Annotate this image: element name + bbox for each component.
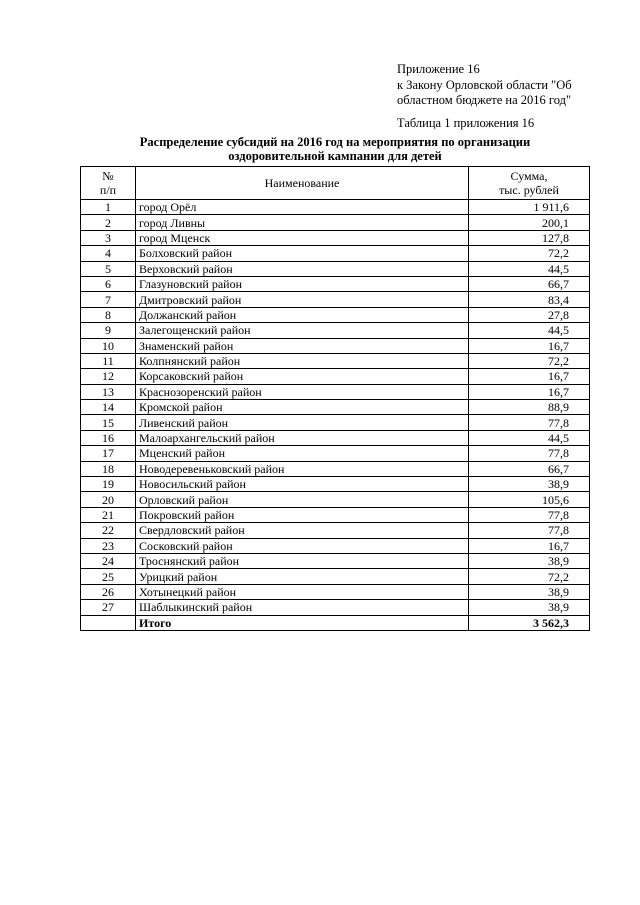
total-sum: 3 562,3 [469, 615, 590, 630]
table-row [81, 215, 590, 230]
row-number: 1 [81, 200, 136, 215]
row-number: 19 [81, 477, 136, 492]
row-name: Хотынецкий район [136, 584, 469, 599]
total-number [81, 615, 136, 630]
table-row [81, 415, 590, 430]
row-sum: 88,9 [469, 400, 590, 415]
subsidy-table [80, 166, 590, 631]
row-name: Ливенский район [136, 415, 469, 430]
table-row [81, 507, 590, 522]
row-sum: 16,7 [469, 338, 590, 353]
row-name: Краснозоренский район [136, 384, 469, 399]
row-sum: 44,5 [469, 261, 590, 276]
row-name: Троснянский район [136, 553, 469, 568]
row-name: Покровский район [136, 507, 469, 522]
row-name: Колпнянский район [136, 353, 469, 368]
table-row [81, 369, 590, 384]
row-name: Новодеревеньковский район [136, 461, 469, 476]
header-sum [469, 167, 590, 200]
row-name: Глазуновский район [136, 276, 469, 291]
table-row [81, 261, 590, 276]
annex-line-1: Приложение 16 [397, 62, 480, 76]
row-name: Мценский район [136, 446, 469, 461]
row-number: 27 [81, 600, 136, 615]
row-number: 26 [81, 584, 136, 599]
table-row [81, 400, 590, 415]
table-row [81, 292, 590, 307]
row-number: 12 [81, 369, 136, 384]
header-name: Наименование [136, 167, 469, 200]
table-row [81, 492, 590, 507]
document-title [80, 135, 590, 163]
row-number: 14 [81, 400, 136, 415]
row-sum: 66,7 [469, 461, 590, 476]
table-row [81, 477, 590, 492]
row-sum: 38,9 [469, 553, 590, 568]
row-number: 7 [81, 292, 136, 307]
row-sum: 66,7 [469, 276, 590, 291]
row-name: Залегощенский район [136, 323, 469, 338]
row-number: 10 [81, 338, 136, 353]
table-row [81, 200, 590, 215]
row-sum: 72,2 [469, 353, 590, 368]
row-sum: 77,8 [469, 523, 590, 538]
table-row [81, 230, 590, 245]
row-number: 4 [81, 246, 136, 261]
table-row [81, 307, 590, 322]
row-number: 13 [81, 384, 136, 399]
row-sum: 16,7 [469, 538, 590, 553]
table-row [81, 338, 590, 353]
row-number: 24 [81, 553, 136, 568]
row-name: Сосковский район [136, 538, 469, 553]
row-number: 23 [81, 538, 136, 553]
row-sum: 72,2 [469, 246, 590, 261]
row-name: Урицкий район [136, 569, 469, 584]
row-sum: 27,8 [469, 307, 590, 322]
row-number: 22 [81, 523, 136, 538]
row-sum: 16,7 [469, 369, 590, 384]
table-row [81, 246, 590, 261]
title-line-2: оздоровительной кампании для детей [228, 149, 442, 163]
row-sum: 44,5 [469, 323, 590, 338]
row-name: Дмитровский район [136, 292, 469, 307]
table-header-row [81, 167, 590, 200]
row-name: Корсаковский район [136, 369, 469, 384]
row-name: Кромской район [136, 400, 469, 415]
row-name: Должанский район [136, 307, 469, 322]
header-sum-line-2: тыс. рублей [499, 183, 559, 197]
row-name: Новосильский район [136, 477, 469, 492]
table-row [81, 523, 590, 538]
row-name: Орловский район [136, 492, 469, 507]
row-name: Болховский район [136, 246, 469, 261]
row-name: Знаменский район [136, 338, 469, 353]
row-name: город Орёл [136, 200, 469, 215]
row-sum: 38,9 [469, 477, 590, 492]
row-number: 18 [81, 461, 136, 476]
row-number: 3 [81, 230, 136, 245]
table-row [81, 353, 590, 368]
row-sum: 1 911,6 [469, 200, 590, 215]
total-label: Итого [136, 615, 469, 630]
row-number: 16 [81, 430, 136, 445]
row-number: 25 [81, 569, 136, 584]
row-sum: 72,2 [469, 569, 590, 584]
annex-header [397, 62, 627, 131]
row-number: 8 [81, 307, 136, 322]
row-sum: 83,4 [469, 292, 590, 307]
table-row [81, 276, 590, 291]
table-row [81, 384, 590, 399]
row-name: Шаблыкинский район [136, 600, 469, 615]
table-row [81, 553, 590, 568]
row-number: 5 [81, 261, 136, 276]
table-row [81, 600, 590, 615]
row-sum: 127,8 [469, 230, 590, 245]
table-row [81, 584, 590, 599]
row-number: 6 [81, 276, 136, 291]
row-number: 20 [81, 492, 136, 507]
table-row [81, 323, 590, 338]
annex-line-3: областном бюджете на 2016 год" [397, 93, 572, 107]
row-number: 21 [81, 507, 136, 522]
row-number: 17 [81, 446, 136, 461]
row-number: 11 [81, 353, 136, 368]
table-body [81, 200, 590, 631]
row-name: город Мценск [136, 230, 469, 245]
row-sum: 77,8 [469, 415, 590, 430]
header-number-line-2: п/п [99, 183, 117, 197]
row-sum: 77,8 [469, 446, 590, 461]
row-number: 2 [81, 215, 136, 230]
table-row [81, 430, 590, 445]
table-row [81, 446, 590, 461]
header-number [81, 167, 136, 200]
row-sum: 38,9 [469, 600, 590, 615]
row-name: город Ливны [136, 215, 469, 230]
row-sum: 38,9 [469, 584, 590, 599]
total-row [81, 615, 590, 630]
table-row [81, 461, 590, 476]
header-number-line-1: № [102, 169, 114, 183]
row-name: Малоархангельский район [136, 430, 469, 445]
row-name: Верховский район [136, 261, 469, 276]
row-sum: 105,6 [469, 492, 590, 507]
row-number: 9 [81, 323, 136, 338]
header-sum-line-1: Сумма, [510, 169, 548, 183]
row-name: Свердловский район [136, 523, 469, 538]
table-row [81, 569, 590, 584]
row-number: 15 [81, 415, 136, 430]
row-sum: 77,8 [469, 507, 590, 522]
row-sum: 44,5 [469, 430, 590, 445]
title-line-1: Распределение субсидий на 2016 год на мероприятия по организации [139, 135, 531, 149]
row-sum: 200,1 [469, 215, 590, 230]
annex-line-2: к Закону Орловской области "Об [397, 77, 572, 92]
row-sum: 16,7 [469, 384, 590, 399]
table-row [81, 538, 590, 553]
annex-table-ref: Таблица 1 приложения 16 [397, 115, 535, 130]
